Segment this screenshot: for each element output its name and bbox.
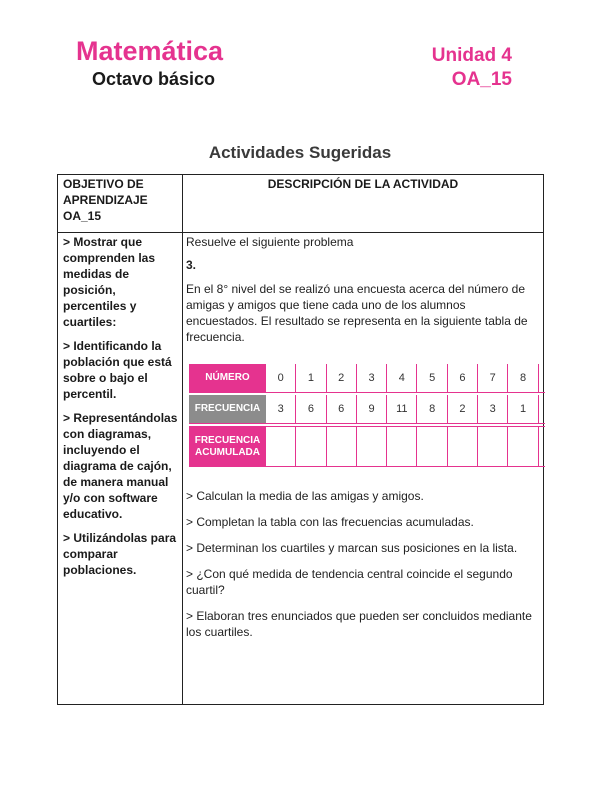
header-divider bbox=[58, 232, 543, 233]
activity-item: > Completan la tabla con las frecuencias acumuladas. bbox=[186, 515, 474, 529]
cumulative-blank-cell[interactable] bbox=[448, 427, 478, 466]
subject-title: Matemática bbox=[76, 36, 224, 66]
frequency-cell: 8 bbox=[417, 395, 447, 423]
number-cell: 8 bbox=[508, 364, 538, 392]
number-cell: 7 bbox=[478, 364, 508, 392]
cumulative-blank-cell[interactable] bbox=[417, 427, 447, 466]
objective-item: > Mostrar que comprenden las medidas de posición, percentiles y cuartiles: bbox=[63, 235, 156, 329]
activity-item: > Elaboran tres enunciados que pueden ser concluidos mediante los cuartiles. bbox=[186, 609, 532, 639]
frequency-cell: 6 bbox=[296, 395, 326, 423]
number-cell: 3 bbox=[357, 364, 387, 392]
activity-list bbox=[186, 488, 540, 650]
activity-description bbox=[186, 234, 540, 353]
cumulative-blank-cell[interactable] bbox=[296, 427, 326, 466]
frequency-cell: 11 bbox=[387, 395, 417, 423]
cumulative-row bbox=[189, 426, 545, 467]
cumulative-blank-cell[interactable] bbox=[508, 427, 538, 466]
cumulative-blank-cell[interactable] bbox=[478, 427, 508, 466]
activity-item: > Calculan la media de las amigas y amigos. bbox=[186, 489, 424, 503]
cumulative-blank-cell[interactable] bbox=[357, 427, 387, 466]
objective-header-line: OA_15 bbox=[63, 209, 102, 223]
description-header: DESCRIPCIÓN DE LA ACTIVIDAD bbox=[267, 177, 459, 191]
objectives-list bbox=[63, 234, 179, 586]
oa-label: OA_15 bbox=[451, 69, 512, 90]
problem-intro: Resuelve el siguiente problema bbox=[186, 235, 354, 249]
frequency-cell: 9 bbox=[357, 395, 387, 423]
number-cell: 2 bbox=[327, 364, 357, 392]
grade-subtitle: Octavo básico bbox=[92, 69, 216, 89]
frequency-row bbox=[189, 395, 545, 424]
number-cell: 5 bbox=[417, 364, 447, 392]
frequency-cell: 6 bbox=[327, 395, 357, 423]
frequency-table bbox=[189, 364, 545, 467]
cumulative-blank-cell[interactable] bbox=[387, 427, 417, 466]
frequency-cell: 3 bbox=[478, 395, 508, 423]
number-row bbox=[189, 364, 545, 393]
number-cell: 0 bbox=[266, 364, 296, 392]
frequency-cell: 3 bbox=[266, 395, 296, 423]
objective-header bbox=[63, 176, 178, 224]
number-cell: 1 bbox=[296, 364, 326, 392]
number-row-header: NÚMERO bbox=[189, 364, 266, 392]
problem-text: En el 8° nivel del se realizó una encuesta acerca del número de amigas y amigos que tiene cada uno de los alumnos encuestados. El resultado se representa en la siguiente tabla de frecuencia. bbox=[186, 282, 528, 344]
objective-item: > Utilizándolas para comparar poblaciones. bbox=[63, 531, 177, 577]
section-title: Actividades Sugeridas bbox=[208, 143, 392, 162]
activity-item: > Determinan los cuartiles y marcan sus posiciones en la lista. bbox=[186, 541, 518, 555]
frequency-cell: 1 bbox=[508, 395, 538, 423]
frequency-row-header: FRECUENCIA bbox=[189, 395, 266, 423]
objective-header-line: APRENDIZAJE bbox=[63, 193, 148, 207]
objective-item: > Representándolas con diagramas, incluyendo el diagrama de cajón, de manera manual y/o con software educativo. bbox=[63, 411, 178, 521]
cumulative-blank-cell[interactable] bbox=[327, 427, 357, 466]
unit-label: Unidad 4 bbox=[431, 45, 512, 66]
cumulative-blank-cell[interactable] bbox=[266, 427, 296, 466]
frequency-cell: 2 bbox=[448, 395, 478, 423]
number-cell: 6 bbox=[448, 364, 478, 392]
objective-header-line: OBJETIVO DE bbox=[63, 177, 144, 191]
activity-item: > ¿Con qué medida de tendencia central coincide el segundo cuartil? bbox=[186, 567, 513, 597]
problem-number: 3. bbox=[186, 258, 197, 272]
number-cell: 4 bbox=[387, 364, 417, 392]
cumulative-row-header: FRECUENCIA ACUMULADA bbox=[189, 427, 266, 466]
objective-item: > Identificando la población que está sobre o bajo el percentil. bbox=[63, 339, 172, 401]
activities-table bbox=[57, 174, 544, 705]
column-divider bbox=[182, 175, 183, 704]
